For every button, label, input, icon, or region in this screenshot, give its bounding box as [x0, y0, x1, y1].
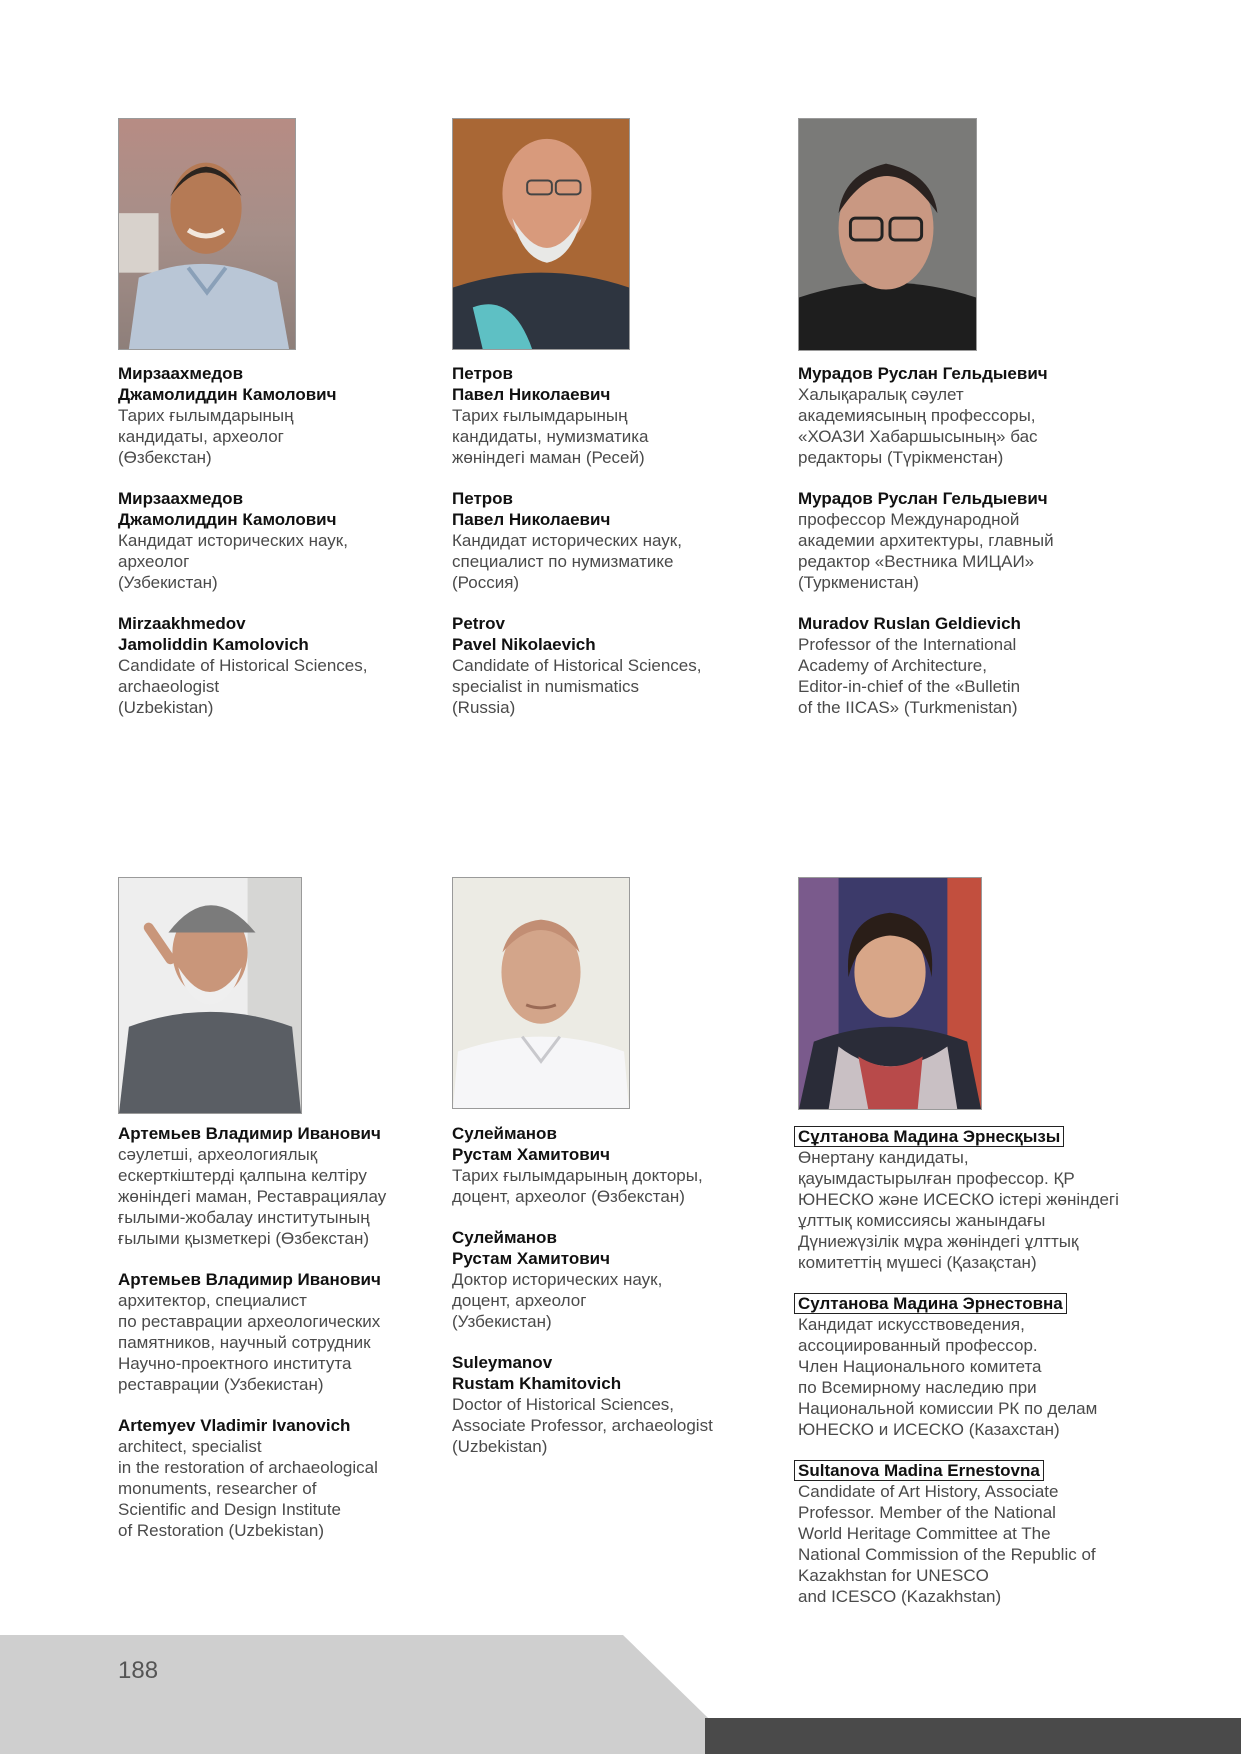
person-description-english: Doctor of Historical Sciences, Associate Professor, archaeologist (Uzbekistan) [452, 1395, 713, 1456]
portrait-photo-artemyev [118, 877, 302, 1114]
person-description-kazakh: Халықаралық сәулет академиясының профессоры, «ХОАЗИ Хабаршысының» бас редакторы (Түрікменстан) [798, 385, 1038, 467]
person-name-english: Artemyev Vladimir Ivanovich [118, 1416, 351, 1435]
person-description-english: Candidate of Art History, Associate Professor. Member of the National World Heritage Committee at The National Commission of the Republic of Kazakhstan for UNESCO and ICESCO (Kazakhstan) [798, 1482, 1096, 1606]
person-name-russian: Сулейманов Рустам Хамитович [452, 1228, 610, 1268]
person-name-kazakh: Мирзаахмедов Джамолиддин Камолович [118, 364, 337, 404]
person-description-kazakh: Тарих ғылымдарының кандидаты, археолог (Өзбекстан) [118, 406, 294, 467]
person-name-russian: Султанова Мадина Эрнестовна [794, 1293, 1067, 1314]
person-description-kazakh: Тарих ғылымдарының кандидаты, нумизматика жөніндегі маман (Ресей) [452, 406, 649, 467]
person-name-kazakh: Петров Павел Николаевич [452, 364, 611, 404]
footer-dark-strip [705, 1718, 1241, 1754]
person-description-english: Candidate of Historical Sciences, specialist in numismatics (Russia) [452, 656, 702, 717]
person-name-english: Sultanova Madina Ernestovna [794, 1460, 1044, 1481]
person-description-english: Professor of the International Academy of Architecture, Editor-in-chief of the «Bulletin of the IICAS» (Turkmenistan) [798, 635, 1021, 717]
person-description-russian: Кандидат исторических наук, специалист по нумизматике (Россия) [452, 531, 682, 592]
portrait-photo-petrov [452, 118, 630, 350]
person-description-kazakh: Өнертану кандидаты, қауымдастырылған профессор. ҚР ЮНЕСКО және ИСЕСКО істері жөніндегі ұлттық комиссиясы жанындағы Дүниежүзілік мұра жөніндегі ұлттық комитеттің мүшесі (Қазақстан) [798, 1148, 1119, 1272]
person-name-kazakh: Сулейманов Рустам Хамитович [452, 1124, 610, 1164]
person-name-english: Suleymanov Rustam Khamitovich [452, 1353, 622, 1393]
person-description-english: architect, specialist in the restoration of archaeological monuments, researcher of Scientific and Design Institute of Restoration (Uzbekistan) [118, 1437, 378, 1540]
page-number: 188 [118, 1657, 159, 1684]
portrait-photo-sultanova [798, 877, 982, 1110]
person-name-russian: Петров Павел Николаевич [452, 489, 611, 529]
person-name-english: Muradov Ruslan Geldievich [798, 614, 1021, 633]
person-description-russian: Кандидат искусствоведения, ассоциированный профессор. Член Национального комитета по Всемирному наследию при Национальной комиссии РК по делам ЮНЕСКО и ИСЕСКО (Казахстан) [798, 1315, 1098, 1439]
person-description-kazakh: сәулетші, археологиялық ескерткіштерді қалпына келтіру жөніндегі маман, Реставрациялау ғылыми-жобалау институтының ғылыми қызметкері (Өзбекстан) [118, 1145, 387, 1248]
person-name-kazakh: Мурадов Руслан Гельдыевич [798, 364, 1048, 383]
person-name-russian: Мирзаахмедов Джамолиддин Камолович [118, 489, 337, 529]
person-name-russian: Артемьев Владимир Иванович [118, 1270, 381, 1289]
person-description-russian: профессор Международной академии архитектуры, главный редактор «Вестника МИЦАИ» (Туркменистан) [798, 510, 1054, 592]
person-description-russian: Доктор исторических наук, доцент, археолог (Узбекистан) [452, 1270, 663, 1331]
person-name-english: Petrov Pavel Nikolaevich [452, 614, 596, 654]
person-name-kazakh: Сұлтанова Мадина Эрнесқызы [794, 1126, 1064, 1147]
person-description-russian: архитектор, специалист по реставрации археологических памятников, научный сотрудник Научно-проектного института реставрации (Узбекистан) [118, 1291, 381, 1394]
person-name-english: Mirzaakhmedov Jamoliddin Kamolovich [118, 614, 309, 654]
portrait-photo-muradov [798, 118, 977, 351]
person-description-russian: Кандидат исторических наук, археолог (Узбекистан) [118, 531, 348, 592]
footer-band [0, 1635, 745, 1754]
portrait-photo-mirzaakhmedov [118, 118, 296, 350]
person-name-kazakh: Артемьев Владимир Иванович [118, 1124, 381, 1143]
portrait-photo-suleymanov [452, 877, 630, 1109]
person-name-russian: Мурадов Руслан Гельдыевич [798, 489, 1048, 508]
person-description-english: Candidate of Historical Sciences, archaeologist (Uzbekistan) [118, 656, 368, 717]
person-description-kazakh: Тарих ғылымдарының докторы, доцент, археолог (Өзбекстан) [452, 1166, 703, 1206]
